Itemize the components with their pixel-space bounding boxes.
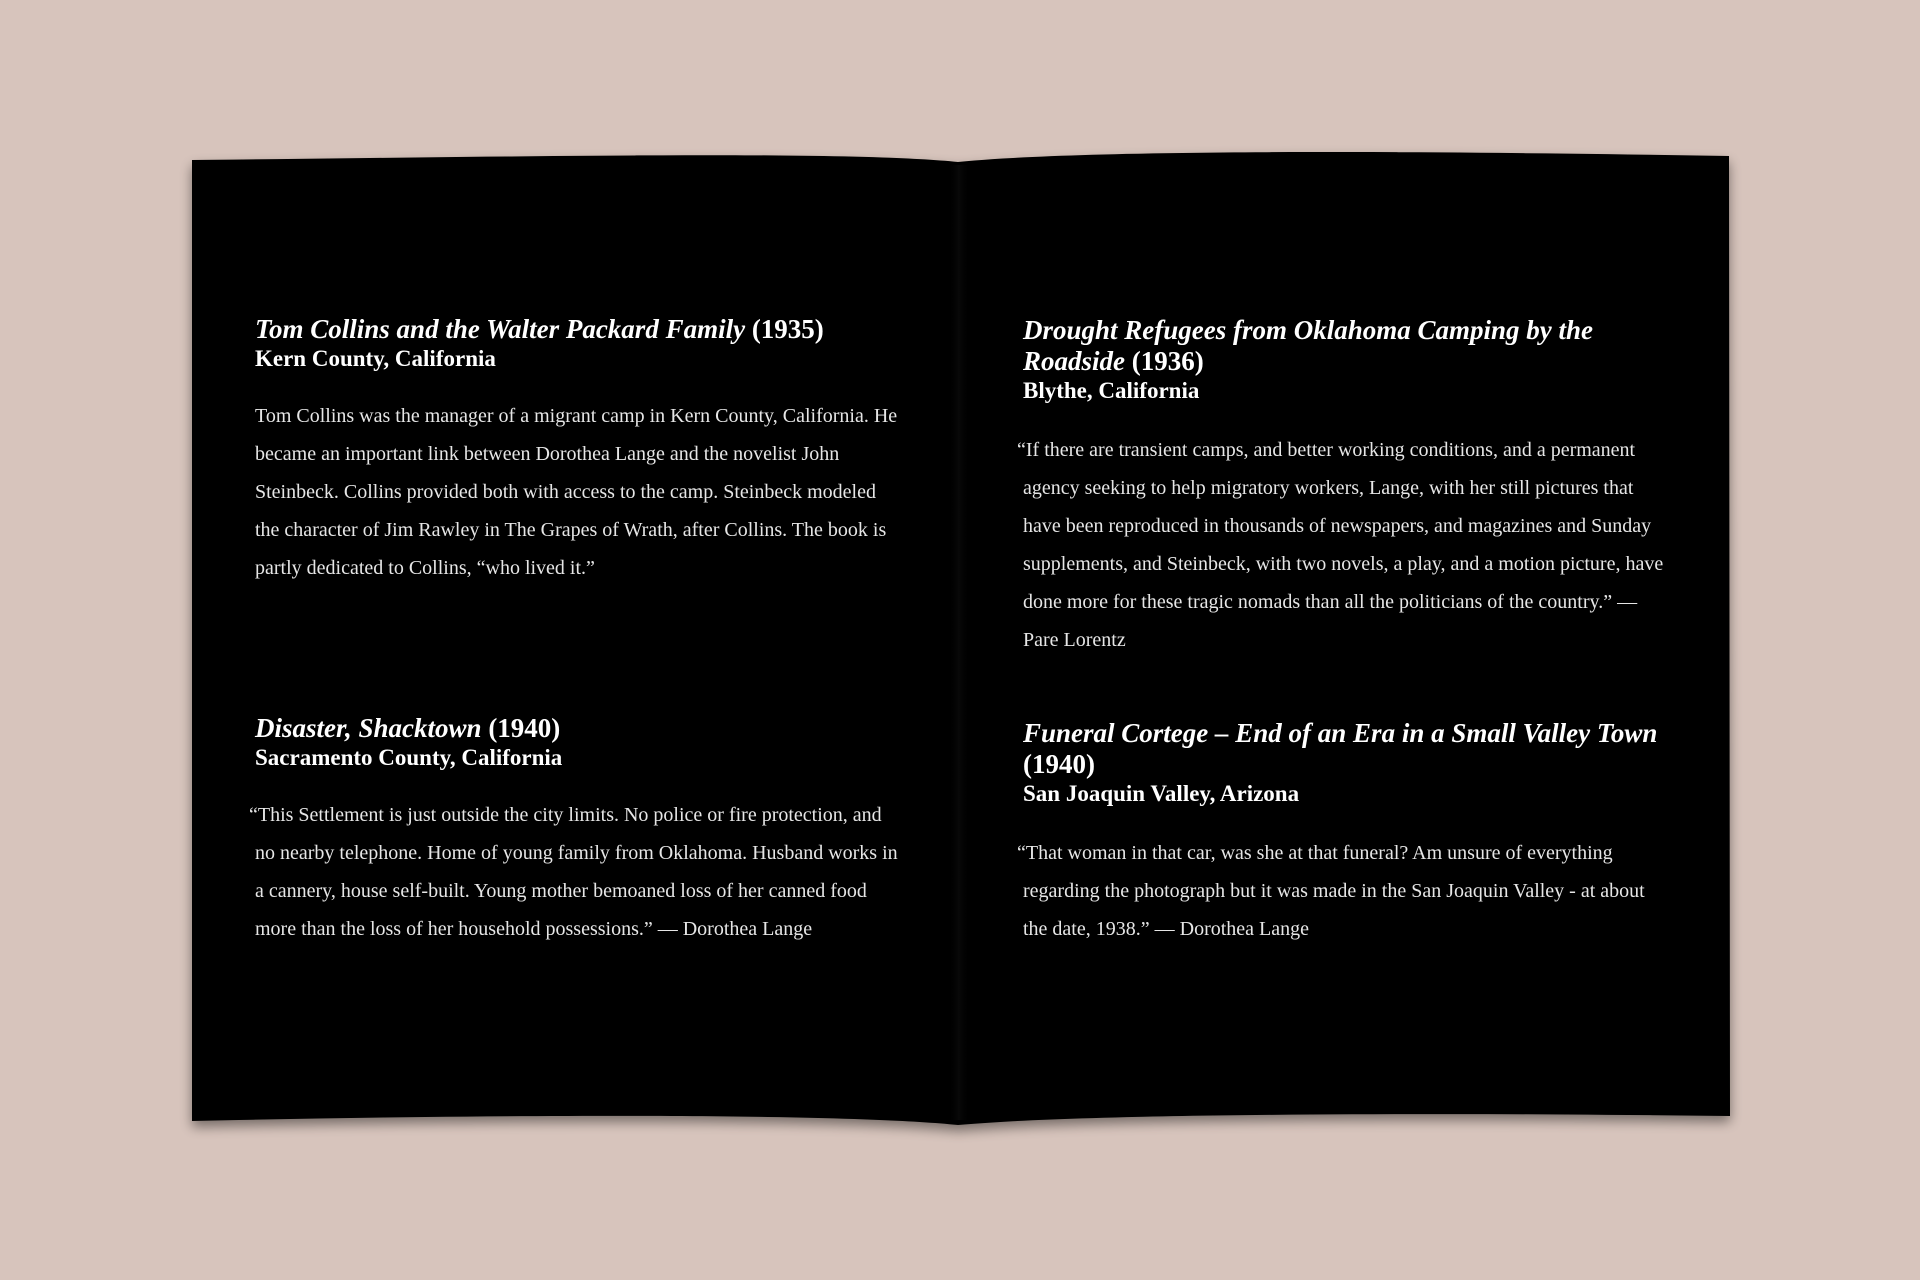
entry-disaster-shacktown	[249, 713, 905, 948]
entry-title	[255, 314, 905, 345]
entry-title-year: (1940)	[488, 713, 561, 743]
entry-body: Tom Collins was the manager of a migrant camp in Kern County, California. He became an important link between Dorothea Lange and the novelist John Steinbeck. Collins provided both with access to the camp. Steinbeck modeled the character of Jim Rawley in The Grapes of Wrath, after Collins. The book is partly dedicated to Collins, “who lived it.”	[255, 405, 898, 579]
entry-location: San Joaquin Valley, Arizona	[1023, 781, 1300, 806]
entry-title	[1023, 315, 1673, 377]
entry-title-italic: Drought Refugees from Oklahoma Camping by the Roadside	[1023, 315, 1594, 376]
entry-title	[255, 713, 905, 744]
entry-title-year: (1935)	[751, 314, 824, 344]
entry-title-year: (1936)	[1131, 346, 1204, 376]
entry-body: “If there are transient camps, and better working conditions, and a permanent agency seeking to help migratory workers, Lange, with her still pictures that have been reproduced in thousands of newspapers, and magazines and Sunday supplements, and Steinbeck, with two novels, a play, and a motion picture, have done more for these tragic nomads than all the politicians of the country.” — Pare Lorentz	[1017, 439, 1664, 651]
entry-title-italic: Disaster, Shacktown	[255, 713, 482, 743]
entry-title-year: (1940)	[1023, 749, 1095, 779]
entry-location: Kern County, California	[255, 346, 496, 371]
entry-location: Blythe, California	[1023, 378, 1200, 403]
entry-location: Sacramento County, California	[255, 745, 563, 770]
entry-body: “This Settlement is just outside the city limits. No police or fire protection, and no nearby telephone. Home of young family from Oklahoma. Husband works in a cannery, house self-built. Young mother bemoaned loss of her canned food more than the loss of her household possessions.” — Dorothea Lange	[249, 804, 898, 940]
entry-body: “That woman in that car, was she at that funeral? Am unsure of everything regarding the photograph but it was made in the San Joaquin Valley - at about the date, 1938.” — Dorothea Lange	[1017, 842, 1645, 940]
entry-title-italic: Funeral Cortege – End of an Era in a Small Valley Town	[1023, 718, 1658, 748]
entry-title	[1023, 718, 1673, 780]
entry-tom-collins	[255, 314, 905, 587]
entry-drought-refugees	[1017, 315, 1673, 659]
entry-funeral-cortege	[1017, 718, 1673, 948]
entry-title-italic: Tom Collins and the Walter Packard Family	[255, 314, 746, 344]
book-gutter	[948, 165, 970, 1120]
